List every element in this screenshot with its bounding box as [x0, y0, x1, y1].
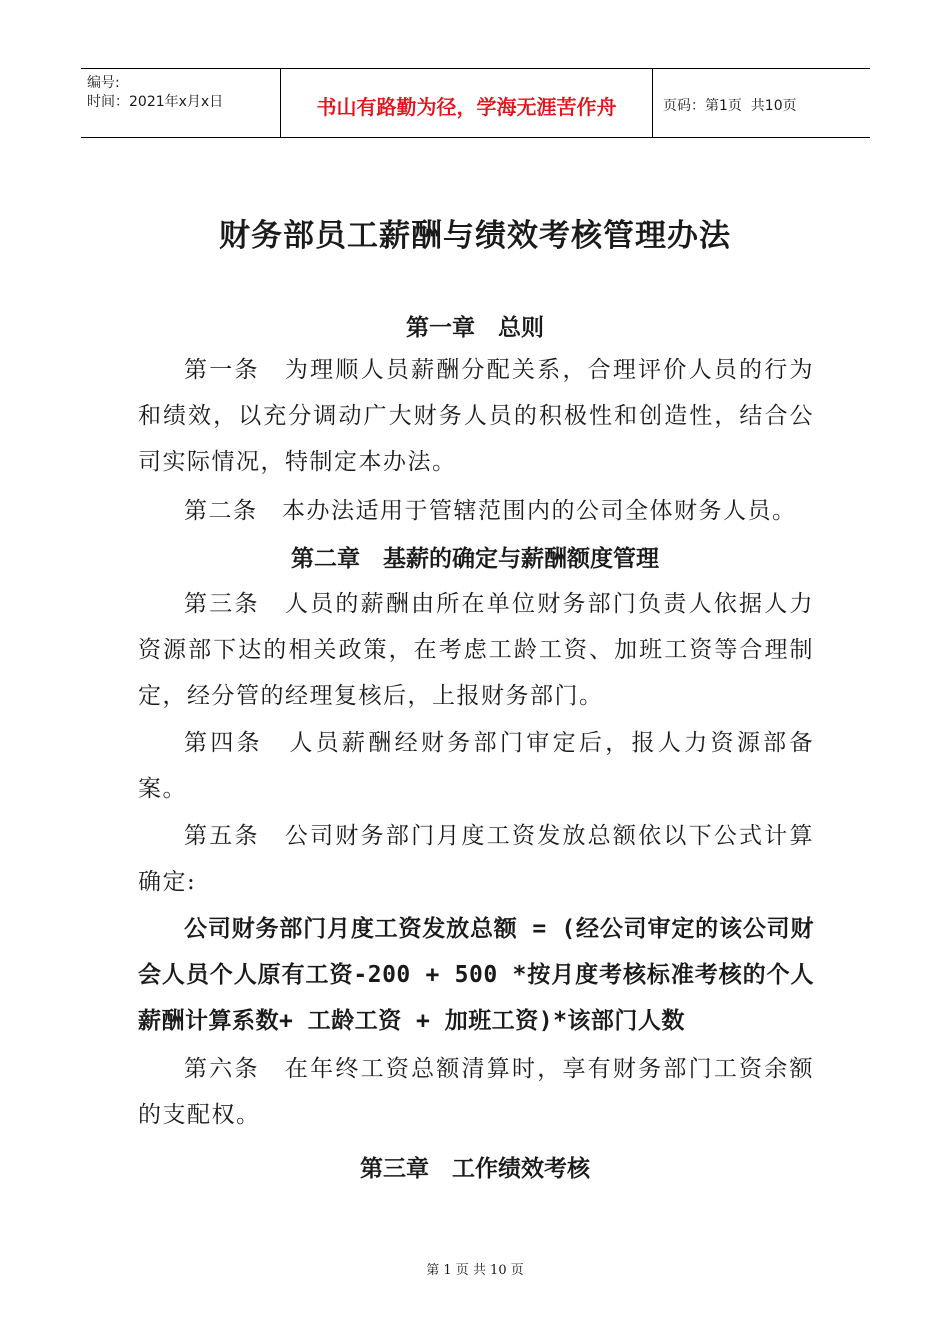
- article-3: [138, 581, 814, 719]
- document-time-label: 时间：2021年x月x日: [87, 94, 224, 110]
- article-3-text: 人员的薪酬由所在单位财务部门负责人依据人力资源部下达的相关政策，在考虑工龄工资、加班工资等合理制定，经分管的经理复核后，上报财务部门。: [138, 591, 815, 709]
- article-5: [138, 813, 814, 905]
- header-motto: 书山有路勤为径，学海无涯苦作舟: [281, 69, 653, 137]
- header-page-info: 页码：第1页 共10页: [663, 98, 797, 114]
- article-4-text: 人员薪酬经财务部门审定后，报人力资源部备案。: [138, 730, 815, 802]
- page-footer: 第 1 页 共 10 页: [426, 1263, 524, 1278]
- article-6-label: 第六条: [184, 1056, 260, 1082]
- article-5-label: 第五条: [184, 823, 260, 849]
- document-number-label: 编号:: [87, 75, 120, 91]
- article-3-label: 第三条: [184, 591, 260, 617]
- chapter-3-heading: 第三章 工作绩效考核: [360, 1155, 590, 1182]
- article-1: [138, 347, 814, 485]
- article-2-label: 第二条: [184, 498, 258, 524]
- salary-formula: 公司财务部门月度工资发放总额 = (经公司审定的该公司财会人员个人原有工资-200 + 500 *按月度考核标准考核的个人薪酬计算系数+ 工龄工资 + 加班工资)*该部门人数: [138, 916, 814, 1034]
- article-2-text: 本办法适用于管辖范围内的公司全体财务人员。: [282, 498, 797, 524]
- chapter-1-heading: 第一章 总则: [406, 314, 544, 341]
- header-left-cell: [81, 69, 281, 137]
- article-6-text: 在年终工资总额清算时，享有财务部门工资余额的支配权。: [138, 1056, 815, 1128]
- header-table: [81, 68, 870, 138]
- article-1-text: 为理顺人员薪酬分配关系，合理评价人员的行为和绩效，以充分调动广大财务人员的积极性和创造性，结合公司实际情况，特制定本办法。: [138, 357, 815, 475]
- article-4-label: 第四条: [184, 730, 263, 756]
- document-title: 财务部员工薪酬与绩效考核管理办法: [219, 218, 731, 254]
- article-6: [138, 1046, 814, 1138]
- chapter-2-heading: 第二章 基薪的确定与薪酬额度管理: [291, 545, 659, 572]
- article-1-label: 第一条: [184, 357, 260, 383]
- article-2: [138, 488, 814, 534]
- article-5-text: 公司财务部门月度工资发放总额依以下公式计算确定:: [138, 823, 815, 895]
- article-4: [138, 720, 814, 812]
